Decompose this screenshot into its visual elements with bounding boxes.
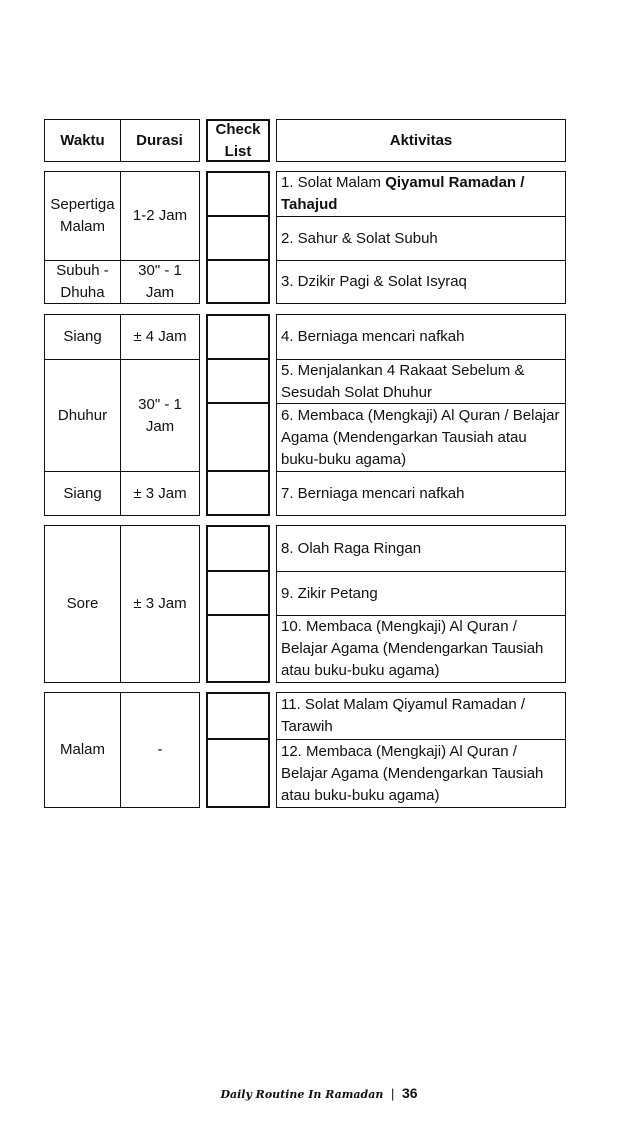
group-1-activities bbox=[276, 171, 566, 304]
activity-item bbox=[277, 261, 565, 303]
header-check-list bbox=[206, 119, 270, 162]
durasi-cell: ± 4 Jam bbox=[133, 328, 187, 345]
activity-text: 2. Sahur & Solat Subuh bbox=[281, 229, 438, 247]
waktu-cell: Dhuhur bbox=[57, 406, 108, 424]
activity-text: 7. Berniaga mencari nafkah bbox=[281, 484, 465, 502]
activity-text: 9. Zikir Petang bbox=[281, 584, 378, 602]
waktu-cell: Siang bbox=[63, 484, 102, 502]
header-aktivitas-label: Aktivitas bbox=[389, 131, 453, 149]
activity-item bbox=[277, 616, 565, 682]
checkbox-8[interactable] bbox=[206, 525, 270, 572]
activity-text: 10. Membaca (Mengkaji) Al Quran / Belajar Agama (Mendengarkan Tausiah atau buku-buku agama) bbox=[281, 618, 544, 679]
page-number: 36 bbox=[401, 1085, 418, 1101]
checkbox-10[interactable] bbox=[206, 614, 270, 683]
activity-item bbox=[277, 472, 565, 515]
footer-title: Daily Routine In Ramadan bbox=[220, 1088, 384, 1101]
activity-text: 12. Membaca (Mengkaji) Al Quran / Belajar Agama (Mendengarkan Tausiah atau buku-buku agama) bbox=[281, 742, 544, 804]
durasi-cell: - bbox=[157, 741, 163, 758]
waktu-cell: Malam bbox=[59, 741, 105, 758]
checkbox-7[interactable] bbox=[206, 470, 270, 516]
activity-item bbox=[277, 217, 565, 260]
footer-separator: | bbox=[390, 1086, 395, 1101]
page-footer bbox=[0, 1085, 638, 1101]
checkbox-4[interactable] bbox=[206, 314, 270, 360]
group-3-time bbox=[44, 525, 200, 683]
activity-item bbox=[277, 172, 565, 216]
activity-item bbox=[277, 526, 565, 571]
activity-text: 8. Olah Raga Ringan bbox=[281, 539, 422, 557]
group-4-activities bbox=[276, 692, 566, 808]
header-aktivitas bbox=[276, 119, 566, 162]
activity-text: 4. Berniaga mencari nafkah bbox=[281, 328, 465, 345]
activity-text: 1. Solat Malam bbox=[281, 174, 386, 191]
activity-item bbox=[277, 360, 565, 403]
activity-item bbox=[277, 740, 565, 807]
activity-text: 3. Dzikir Pagi & Solat Isyraq bbox=[281, 273, 467, 290]
waktu-cell: Sepertiga Malam bbox=[50, 196, 115, 235]
activity-text-bold: Qiyamul Ramadan / Tahajud bbox=[281, 174, 525, 213]
durasi-cell: 30" - 1 Jam bbox=[138, 262, 182, 301]
durasi-cell: ± 3 Jam bbox=[133, 484, 187, 502]
waktu-cell: Siang bbox=[63, 328, 102, 345]
checkbox-3[interactable] bbox=[206, 259, 270, 304]
checkbox-6[interactable] bbox=[206, 402, 270, 472]
checkbox-11[interactable] bbox=[206, 692, 270, 740]
durasi-cell: ± 3 Jam bbox=[133, 595, 187, 612]
activity-item bbox=[277, 693, 565, 739]
waktu-cell: Subuh - Dhuha bbox=[56, 262, 109, 301]
group-4-time bbox=[44, 692, 200, 808]
header-waktu-durasi bbox=[44, 119, 200, 162]
checkbox-5[interactable] bbox=[206, 358, 270, 404]
group-2-time bbox=[44, 314, 200, 516]
activity-item bbox=[277, 315, 565, 359]
checkbox-9[interactable] bbox=[206, 570, 270, 616]
activity-text: 5. Menjalankan 4 Rakaat Sebelum & Sesudah Solat Dhuhur bbox=[281, 361, 525, 401]
checkbox-2[interactable] bbox=[206, 215, 270, 261]
header-durasi: Durasi bbox=[136, 131, 183, 149]
durasi-cell: 30" - 1 Jam bbox=[138, 395, 182, 435]
activity-item bbox=[277, 572, 565, 615]
checkbox-12[interactable] bbox=[206, 738, 270, 808]
group-3-activities bbox=[276, 525, 566, 683]
activity-text: 6. Membaca (Mengkaji) Al Quran / Belajar Agama (Mendengarkan Tausiah atau buku-buku agama) bbox=[281, 406, 560, 468]
group-1-time bbox=[44, 171, 200, 304]
checkbox-1[interactable] bbox=[206, 171, 270, 217]
header-waktu: Waktu bbox=[60, 131, 105, 149]
group-2-activities bbox=[276, 314, 566, 516]
durasi-cell: 1-2 Jam bbox=[132, 207, 188, 224]
activity-item bbox=[277, 404, 565, 471]
waktu-cell: Sore bbox=[66, 595, 99, 612]
header-check-list-label: Check List bbox=[215, 120, 261, 160]
activity-text: 11. Solat Malam Qiyamul Ramadan / Tarawih bbox=[281, 696, 525, 735]
